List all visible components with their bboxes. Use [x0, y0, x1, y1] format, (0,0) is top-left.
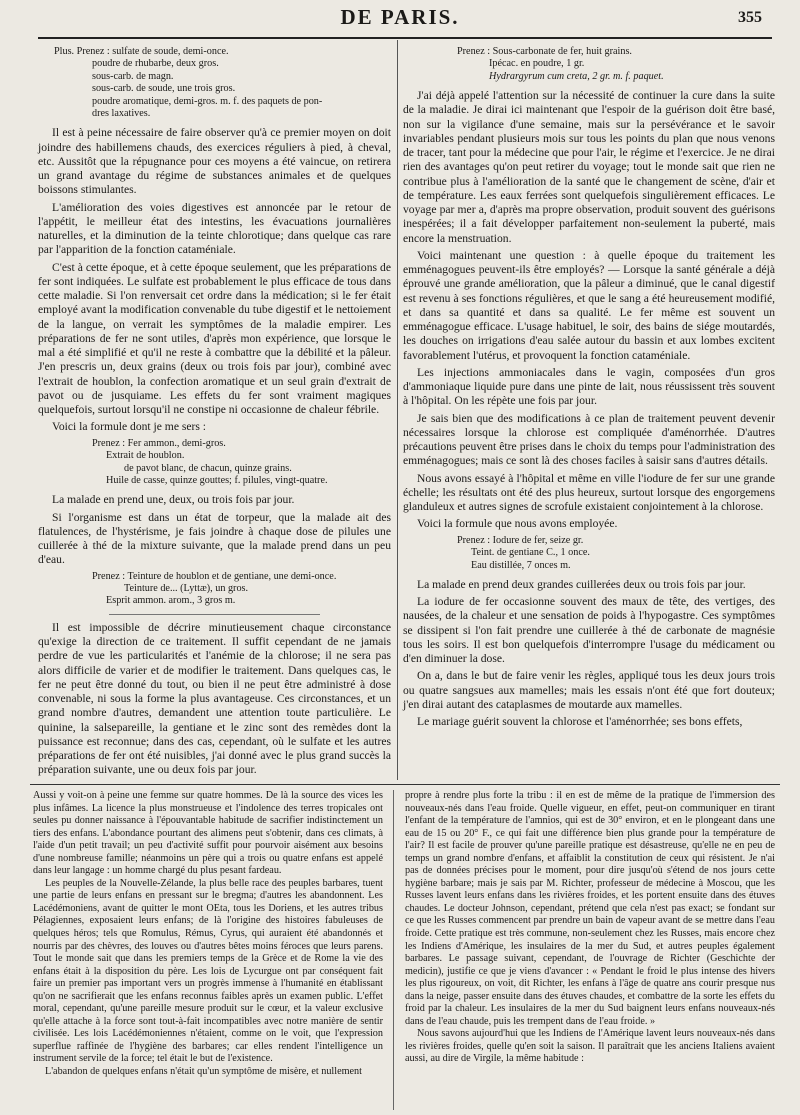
page-title: DE PARIS. — [340, 5, 460, 29]
paragraph: C'est à cette époque, et à cette époque seulement, que les préparations de fer sont indiquées. Le sulfate est probablement le plus efficace de tous dans cette maladie. Si l'on renversait cet ordre dans la médication; si le fer était employé avant la modification convenable du tube digestif et le nettoiement de la langue, on verrait les symptômes de la maladie empirer. Les préparations de fer ne sont utiles, d'après mon expérience, que lorsque le mal a été simplifié et qu'il ne reste à combattre que la débilité et la pâleur. J'en prescris un, deux grains (deux ou trois fois par jour), combiné avec l'extrait de houblon, la confection aromatique et un seul grain d'extrait de pavot ou de jusquiame. Les effets du fer sont vraiment magiques quelquefois, surtout lorsqu'il ne constipe ni occasionne de chaleur fébrile. — [38, 260, 391, 417]
paragraph: Aussi y voit-on à peine une femme sur quatre hommes. De là la source des vices les plus infâmes. La licence la plus monstrueuse et l'indolence des terres tropicales ont seules pu donner naissance à l'épouvantable habitude de sacrifier indistinctement un tiers des enfans. L'abondance pourtant des alimens peut s'obtenir, dans ces climats, à l'aide d'un petit travail; un peu d'activité suffit pour pourvoir aisément aux besoins d'une nombreuse famille; néanmoins un père qui a trois ou quatre enfans est appelé dans leur langage : un homme chargé du plus pesant fardeau. — [33, 790, 383, 877]
header-rule — [38, 37, 772, 39]
paragraph: Il est impossible de décrire minutieusement chaque circonstance qu'exige la direction de ce traitement. Il suffit cependant de ne jamais perdre de vue les particularités et l'anémie de la chlorose; il ne sera pas alors difficile de varier et de modifier le traitement. Dans quelques cas, le fer ne peut être donné du tout, ou bien il ne peut être administré à dose convenable, ni sous la forme la plus avantageuse. Ces circonstances, et un grand nombre d'autres, demandent une attention toute particulière. Le quinine, la salsepareille, la gentiane et le zinc sont des remèdes dont la puissance est reconnue; dans des cas, cependant, où le sulfate et les autres préparations de fer ont été nuisibles, j'ai donné avec le plus grand succès la préparation suivante, une ou deux fois par jour. — [38, 620, 391, 777]
paragraph: La iodure de fer occasionne souvent des maux de tête, des vertiges, des nausées, de la chaleur et une sensation de poids à l'hypogastre. Ces symptômes se dissipent si l'on fait prendre une cuillerée à thé de carbonate de magnésie tous les soirs. Il est bon quelquefois d'interrompre l'usage du médicament ou d'en diminuer la dose. — [403, 595, 775, 666]
prescription-line: Prenez : Fer ammon., demi-gros. — [92, 437, 226, 449]
prescription-line: Teinture de... (Lyttæ), un gros. — [124, 582, 249, 594]
prescription-line: Prenez : Teinture de houblon et de gentiane, une demi-once. — [92, 570, 337, 582]
prescription-line: Prenez : Iodure de fer, seize gr. — [457, 534, 584, 546]
feuilleton-column-divider — [393, 790, 394, 1110]
prescription-carbonate — [403, 46, 775, 83]
paragraph: L'abandon de quelques enfans n'était qu'un symptôme de misère, et nullement — [45, 1066, 362, 1078]
paragraph: Voici la formule dont je me sers : — [52, 420, 207, 434]
prescription-line: Esprit ammon. arom., 3 gros m. — [106, 595, 236, 607]
left-column — [38, 44, 391, 781]
paragraph: Voici maintenant une question : à quelle époque du traitement les emménagogues peuvent-ils être employés? — Lorsque la santé générale a déjà éprouvé une grande amélioration, que la pâleur a diminué, que le canal digestif est revenu à ses fonctions régulières, et que le sang a été heureusement modifié, et dans sa quantité et dans sa qualité. Le fer même est souvent un emménagogue efficace. L'usage habituel, le soir, des bains de siége moutardés, les douches on irrigations d'eau salée autour du bassin et aux lombes excitent favorablement l'utérus, et provoquent la fonction cataméniale. — [403, 248, 775, 362]
paragraph: Nous savons aujourd'hui que les Indiens de l'Amérique lavent leurs nouveaux-nés dans les rivières froides, quelle qu'en soit la saison. Il paraîtrait que les anciens Italiens avaient aussi, au dire de Virgile, la même habitude : — [405, 1028, 775, 1065]
paragraph: Si l'organisme est dans un état de torpeur, que la malade ait des flatulences, de l'hystérisme, je fais joindre à chaque dose de pilules une cuillerée à thé de la mixture suivante, que la malade prend dans un peu d'eau. — [38, 510, 391, 567]
prescription-line: Teint. de gentiane C., 1 once. — [471, 547, 590, 559]
paragraph: Les peuples de la Nouvelle-Zélande, la plus belle race des peuples barbares, tuent une partie de leurs enfans en pressant sur le bregma; d'autres les abandonnent. Les Lacédémoniens, avant de quitter le mont OEta, tous les Doriens, et les autres tribus Pélagiennes, exposaient leurs enfans; de là l'origine des histoires fabuleuses de quelques héros; tels que Romulus, Rémus, Cyrus, qui auraient été abandonnés et nourris par des chèvres, des louves ou d'autres bêtes moins féroces que leurs parens. Tout le monde sait que dans les premiers temps de la Grèce et de Rome la vie des enfans était à la disposition du père. Les lois de Lycurgue ont par conséquent fait faire un premier pas important vers un progrès immense à l'humanité en établissant qu'on ne sacrifierait que les enfans reconnus faibles après un examen public. L'effet moral, cependant, qu'une pareille mesure produit sur le cœur, et la valeur exclusive qu'elle attache à la force sont tout-à-fait incompatibles avec notre manière de sentir civilisée. Les lois Lacédémoniennes n'étaient, comme on le voit, que l'expression superflue raffinée de l'hygiène des barbares; car elles rendent l'intelligence un instrument servile de la force; tel était le but de l'existence. — [33, 877, 383, 1065]
paragraph: Les injections ammoniacales dans le vagin, composées d'un gros d'ammoniaque liquide pure dans une pinte de lait, nous réussissent très souvent à l'hôpital. On les répète une fois par jour. — [403, 365, 775, 408]
paragraph: Je sais bien que des modifications à ce plan de traitement peuvent devenir nécessaires lorsque la chlorose est compliquée d'aménorrhée. D'autres précautions peuvent être prises dans le choix du temps pour l'administration des emménagogues; mais ce sont là des choses faciles à saisir sans d'autres détails. — [403, 411, 775, 468]
prescription-line: Ipécac. en poudre, 1 gr. — [489, 58, 585, 70]
paragraph: On a, dans le but de faire venir les règles, appliqué tous les deux jours trois ou quatre sangsues aux mamelles; mais les essais n'ont été que fort douteux; j'en dirai autant des cataplasmes de moutarde aux mamelles. — [403, 669, 775, 711]
right-column — [403, 44, 775, 732]
separator-rule — [109, 614, 321, 615]
paragraph: Voici la formule que nous avons employée. — [417, 517, 618, 531]
prescription-line: de pavot blanc, de chacun, quinze grains. — [124, 462, 292, 474]
prescription-line: sous-carb. de magn. — [92, 70, 174, 82]
prescription-tincture — [38, 571, 391, 608]
prescription-line: Prenez : Sous-carbonate de fer, huit grains. — [457, 46, 632, 57]
feuilleton-rule — [30, 784, 780, 785]
prescription-line: Plus. Prenez : sulfate de soude, demi-once. — [54, 46, 229, 57]
prescription-iodide — [403, 535, 775, 572]
prescription-line: poudre aromatique, demi-gros. m. f. des paquets de pon- — [92, 95, 323, 107]
prescription-line: sous-carb. de soude, une trois gros. — [92, 83, 236, 95]
paragraph: J'ai déjà appelé l'attention sur la nécessité de continuer la cure dans la suite de la maladie. Je dirai ici maintenant que l'espoir de la guérison doit être basé, non sur la vigilance d'une semaine, mais sur la persévérance et le savoir invariables pendant plusieurs mois sur tous les points du plan que nous venons de tracer, tant pour la médecine que pour l'air, le régime et l'exercice. Je ne dirai rien des avantages qu'on peut retirer du voyage; tout le monde sait que rien ne contribue plus à l'amélioration de la santé que le changement de scène, d'air et de température. Les eaux ferrées sont quelquefois singulièrement efficaces. Le voyage par mer a, d'après ma propre observation, produit souvent des guérisons inespérées; il a fait développer parfaitement non-seulement la puberté, mais encore la menstruation. — [403, 89, 775, 245]
prescription-line: Huile de casse, quinze gouttes; f. pilules, vingt-quatre. — [106, 474, 328, 486]
paragraph: La malade en prend une, deux, ou trois fois par jour. — [52, 493, 295, 507]
paragraph: L'amélioration des voies digestives est annoncée par le retour de l'appétit, le meilleur état des intestins, les évacuations journalières naturelles, et la diminution de la teinte chlorotique; dans quelque cas rare par l'apparition de la fonction cataméniale. — [38, 200, 391, 257]
prescription-line: Eau distillée, 7 onces m. — [471, 559, 571, 571]
prescription-line: dres laxatives. — [92, 108, 151, 120]
feuilleton-right-column — [405, 790, 775, 1066]
paragraph: La malade en prend deux grandes cuillerées deux ou trois fois par jour. — [417, 577, 746, 591]
paragraph: Il est à peine nécessaire de faire observer qu'à ce premier moyen on doit joindre des habillemens chauds, des exercices réguliers à pied, à cheval, etc. Aussitôt que la répugnance pour ces moyens a été vaincue, on retirera un grand avantage du régime de substances animales et de quelques boissons stimulantes. — [38, 126, 391, 197]
column-divider — [397, 40, 398, 780]
paragraph: Le mariage guérit souvent la chlorose et l'aménorrhée; ses bons effets, — [417, 715, 743, 729]
prescription-pills — [38, 438, 391, 488]
prescription-line: Extrait de houblon. — [106, 450, 185, 462]
prescription-line: poudre de rhubarbe, deux gros. — [92, 58, 219, 70]
prescription-line: Hydrargyrum cum creta, 2 gr. m. f. paquet. — [489, 70, 664, 82]
feuilleton-left-column — [33, 790, 383, 1079]
running-head — [0, 0, 800, 42]
prescription-laxative — [38, 46, 391, 120]
paragraph: Nous avons essayé à l'hôpital et même en ville l'iodure de fer sur une grande échelle; les résultats ont été des plus heureux, surtout lorsque des engorgemens glanduleux et autres signes de scrofule existaient conjointement à la chlorose. — [403, 471, 775, 514]
paragraph: propre à rendre plus forte la tribu : il en est de même de la pratique de l'immersion des nouveaux-nés dans l'eau froide. Quelle vigueur, en effet, peut-on communiquer en tirant l'enfant de la température de l'amnios, qui est de 30° environ, et en le plongeant dans une eau de 15 ou 20° F., ce qui fait une différence bien plus grande pour la température de l'air? Il est facile de prouver qu'une pareille pratique est désastreuse, qu'elle ne en peu de temps un grand nombre d'enfans, et affaiblit la constitution de ceux qui résistent. Je n'ai pas de données précises pour le moment, pour dire jusqu'où s'étend de nos jours cette hygiène barbare; mais je sais par M. Richter, professeur de médecine à Moscou, que les Russes lavent leurs enfans dans les rivières froides, et les portent ensuite dans des étuves chaudes. Le docteur Johnson, cependant, prétend que cela n'est pas exact; se fondant sur ce que les Russes commencent par prendre un bain de vapeur avant de se mettre dans l'eau froide. Cette pratique est très commune, non-seulement chez les Russes, mais encore chez les Indiens d'Amérique, les insulaires de la mer du Sud, et autres peuples également barbares. Le passage suivant, cependant, de l'ouvrage de Richter (Geschichte der medicin), justifie ce que je viens d'avancer : « Pendant le froid le plus intense des hivers les plus rigoureux, on voit, dit Richter, les enfans à l'âge de quatre ans courir presque nus dans la neige, passer ensuite dans des étuves chaudes, et combattre de la sorte les effets du froid par la chaleur. Les insulaires de la mer du Sud baignent leurs enfans nouveaux-nés dans de l'eau chaude, puis les trempent dans de l'eau froide. » — [405, 790, 775, 1027]
page-number: 355 — [738, 9, 762, 26]
